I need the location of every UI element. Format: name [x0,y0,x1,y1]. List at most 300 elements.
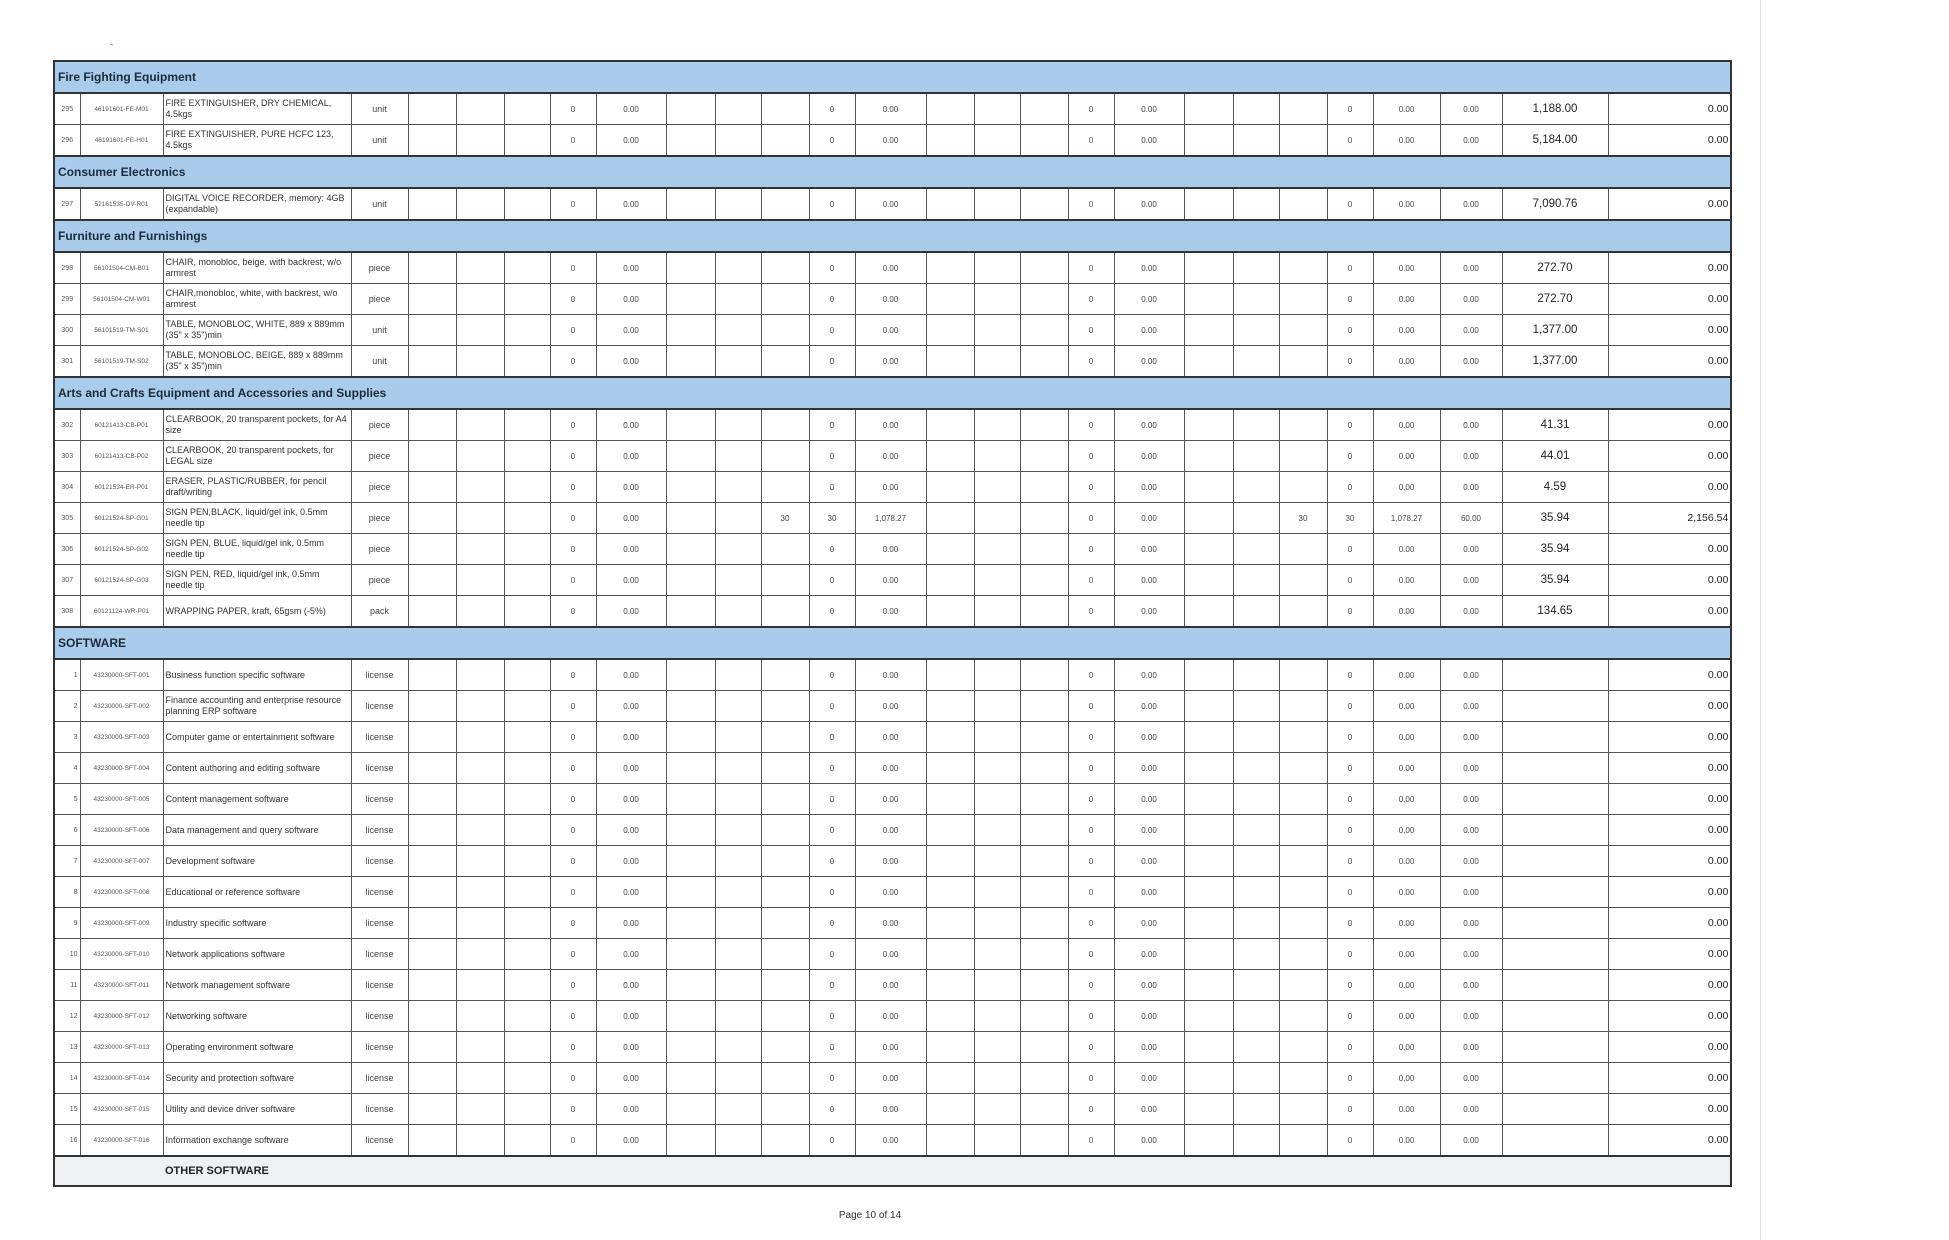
item-number: 16 [54,1125,80,1157]
q2-amount: 0.00 [855,534,926,565]
item-number: 15 [54,1094,80,1125]
item-description: Content authoring and editing software [163,753,351,784]
q4-quantity: 0 [1327,93,1373,125]
month-cell [666,1094,715,1125]
item-description: Finance accounting and enterprise resource planning ERP software [163,691,351,722]
month-cell [974,1032,1020,1063]
month-cell [926,908,974,939]
month-cell [1233,691,1279,722]
month-cell [1279,722,1327,753]
item-number: 308 [54,596,80,628]
q1-amount: 0.00 [596,1001,666,1032]
month-cell [926,565,974,596]
month-cell [761,441,809,472]
month-cell [761,877,809,908]
month-cell [926,441,974,472]
total-quantity: 0.00 [1440,784,1502,815]
month-cell [926,1001,974,1032]
q3-quantity: 0 [1068,188,1114,220]
month-cell [504,1063,550,1094]
total-quantity: 0.00 [1440,659,1502,691]
month-cell [715,565,761,596]
month-cell [456,753,504,784]
q2-amount: 0.00 [855,722,926,753]
month-cell [1233,534,1279,565]
unit-price [1502,846,1608,877]
q4-amount: 1,078.27 [1373,503,1440,534]
month-cell [974,1094,1020,1125]
month-cell [408,596,456,628]
q4-amount: 0.00 [1373,441,1440,472]
q4-amount: 0.00 [1373,1001,1440,1032]
month-cell [715,659,761,691]
month-cell [761,939,809,970]
q2-quantity: 0 [809,188,855,220]
unit-of-measure: license [351,753,408,784]
q2-quantity: 0 [809,284,855,315]
q3-amount: 0.00 [1114,970,1184,1001]
month-cell [1020,691,1068,722]
item-number: 7 [54,846,80,877]
month-cell [1233,1063,1279,1094]
month-cell [456,315,504,346]
q4-amount: 0.00 [1373,596,1440,628]
month-cell [666,784,715,815]
month-cell [926,722,974,753]
month-cell [1184,472,1233,503]
total-quantity: 0.00 [1440,284,1502,315]
unit-price [1502,691,1608,722]
month-cell [666,565,715,596]
total-quantity: 60.00 [1440,503,1502,534]
month-cell [761,908,809,939]
month-cell [761,1032,809,1063]
month-cell [1233,596,1279,628]
month-cell [1020,472,1068,503]
month-cell [1184,908,1233,939]
item-description: CHAIR,monobloc, white, with backrest, w/o armrest [163,284,351,315]
month-cell [1279,565,1327,596]
month-cell [974,534,1020,565]
q2-amount: 0.00 [855,346,926,378]
q3-quantity: 0 [1068,472,1114,503]
month-cell [715,315,761,346]
q4-amount: 0.00 [1373,1125,1440,1157]
total-quantity: 0.00 [1440,565,1502,596]
month-cell [408,1063,456,1094]
month-cell [1233,722,1279,753]
q3-quantity: 0 [1068,125,1114,157]
q3-quantity: 0 [1068,565,1114,596]
item-code: 43230000-SFT-006 [80,815,163,846]
q4-amount: 0.00 [1373,472,1440,503]
total-quantity: 0.00 [1440,315,1502,346]
unit-price [1502,659,1608,691]
item-number: 302 [54,409,80,441]
month-cell [666,284,715,315]
month-cell [1184,1125,1233,1157]
month-cell [666,846,715,877]
unit-price: 7,090.76 [1502,188,1608,220]
item-number: 1 [54,659,80,691]
month-cell [408,346,456,378]
q2-quantity: 0 [809,1032,855,1063]
page-edge-line [1760,0,1761,1240]
total-quantity: 0.00 [1440,1032,1502,1063]
q3-quantity: 0 [1068,315,1114,346]
month-cell [974,409,1020,441]
total-quantity: 0.00 [1440,722,1502,753]
month-cell [504,939,550,970]
month-cell [926,939,974,970]
unit-price [1502,1001,1608,1032]
q4-amount: 0.00 [1373,315,1440,346]
month-cell [456,252,504,284]
unit-of-measure: piece [351,472,408,503]
month-cell [408,284,456,315]
month-cell [974,846,1020,877]
item-code: 56101519-TM-S02 [80,346,163,378]
q3-quantity: 0 [1068,252,1114,284]
table-row [54,565,1731,596]
unit-of-measure: license [351,1032,408,1063]
q3-quantity: 0 [1068,722,1114,753]
month-cell [1184,939,1233,970]
unit-of-measure: piece [351,441,408,472]
month-cell [408,252,456,284]
q1-amount: 0.00 [596,472,666,503]
q3-amount: 0.00 [1114,753,1184,784]
month-cell [1233,315,1279,346]
total-amount: 0.00 [1608,346,1731,378]
month-cell [1020,722,1068,753]
total-amount: 0.00 [1608,409,1731,441]
month-cell [761,534,809,565]
month-cell [926,1125,974,1157]
q3-quantity: 0 [1068,753,1114,784]
item-number: 5 [54,784,80,815]
q4-quantity: 0 [1327,753,1373,784]
category-header-row [54,627,1731,659]
month-cell [974,1063,1020,1094]
month-cell [715,939,761,970]
table-row [54,908,1731,939]
table-row [54,970,1731,1001]
month-cell [715,784,761,815]
q1-quantity: 0 [550,252,596,284]
unit-price [1502,784,1608,815]
total-amount: 0.00 [1608,534,1731,565]
q2-amount: 0.00 [855,252,926,284]
q4-quantity: 0 [1327,784,1373,815]
q4-quantity: 0 [1327,1001,1373,1032]
q4-quantity: 0 [1327,877,1373,908]
q2-quantity: 0 [809,441,855,472]
item-description: CLEARBOOK, 20 transparent pockets, for A4 size [163,409,351,441]
month-cell [504,503,550,534]
category-header-row [54,220,1731,252]
month-cell [504,252,550,284]
month-cell [1020,1063,1068,1094]
item-description: TABLE, MONOBLOC, WHITE, 889 x 889mm (35" x 35")min [163,315,351,346]
unit-price: 1,377.00 [1502,315,1608,346]
month-cell [926,753,974,784]
q2-amount: 0.00 [855,188,926,220]
item-number: 8 [54,877,80,908]
q2-amount: 0.00 [855,409,926,441]
item-description: SIGN PEN, RED, liquid/gel ink, 0.5mm needle tip [163,565,351,596]
item-description: Industry specific software [163,908,351,939]
item-description: Network applications software [163,939,351,970]
q4-amount: 0.00 [1373,815,1440,846]
q4-quantity: 0 [1327,659,1373,691]
item-description: Computer game or entertainment software [163,722,351,753]
q4-quantity: 0 [1327,346,1373,378]
month-cell [926,346,974,378]
item-code: 43230000-SFT-014 [80,1063,163,1094]
month-cell [456,1125,504,1157]
month-cell [504,784,550,815]
month-cell [1279,346,1327,378]
q1-amount: 0.00 [596,815,666,846]
month-cell [1184,784,1233,815]
total-amount: 0.00 [1608,939,1731,970]
unit-of-measure: license [351,846,408,877]
item-code: 43230000-SFT-013 [80,1032,163,1063]
month-cell [974,188,1020,220]
month-cell [1279,784,1327,815]
month-cell [974,284,1020,315]
month-cell [1020,441,1068,472]
q1-amount: 0.00 [596,284,666,315]
month-cell [1184,970,1233,1001]
q3-quantity: 0 [1068,1001,1114,1032]
month-cell [666,1001,715,1032]
q4-amount: 0.00 [1373,534,1440,565]
month-cell [504,691,550,722]
table-row [54,939,1731,970]
month-cell [408,503,456,534]
q3-amount: 0.00 [1114,503,1184,534]
month-cell [926,534,974,565]
month-cell [1279,125,1327,157]
month-cell [456,409,504,441]
total-amount: 0.00 [1608,596,1731,628]
q2-quantity: 0 [809,409,855,441]
month-cell [715,908,761,939]
month-cell [1279,409,1327,441]
month-cell [1233,784,1279,815]
month-cell [1020,815,1068,846]
total-amount: 0.00 [1608,722,1731,753]
month-cell [666,409,715,441]
item-description: Information exchange software [163,1125,351,1157]
month-cell [1233,472,1279,503]
q2-amount: 0.00 [855,939,926,970]
q4-amount: 0.00 [1373,346,1440,378]
month-cell [1020,596,1068,628]
total-quantity: 0.00 [1440,93,1502,125]
month-cell [456,877,504,908]
month-cell [504,409,550,441]
q2-quantity: 30 [809,503,855,534]
month-cell [666,534,715,565]
unit-of-measure: license [351,722,408,753]
table-row [54,1125,1731,1157]
item-code: 43230000-SFT-004 [80,753,163,784]
unit-of-measure: license [351,784,408,815]
month-cell [974,596,1020,628]
month-cell [1184,753,1233,784]
month-cell [1233,659,1279,691]
month-cell [408,784,456,815]
table-row [54,93,1731,125]
month-cell [974,252,1020,284]
q2-amount: 0.00 [855,284,926,315]
month-cell [761,815,809,846]
month-cell [1279,1032,1327,1063]
q3-amount: 0.00 [1114,1094,1184,1125]
total-amount: 0.00 [1608,252,1731,284]
month-cell [1233,939,1279,970]
month-cell [926,252,974,284]
table-row [54,1001,1731,1032]
total-amount: 0.00 [1608,1125,1731,1157]
month-cell [761,596,809,628]
q2-quantity: 0 [809,939,855,970]
item-number: 297 [54,188,80,220]
month-cell [715,188,761,220]
month-cell [1279,315,1327,346]
month-cell [1279,596,1327,628]
q3-amount: 0.00 [1114,939,1184,970]
q4-quantity: 0 [1327,565,1373,596]
month-cell [1233,1032,1279,1063]
month-cell [1279,908,1327,939]
month-cell [666,722,715,753]
q1-amount: 0.00 [596,691,666,722]
month-cell [504,472,550,503]
category-title: SOFTWARE [54,627,1731,659]
q4-quantity: 0 [1327,722,1373,753]
item-code: 43230000-SFT-009 [80,908,163,939]
item-code: 43230000-SFT-010 [80,939,163,970]
month-cell [408,722,456,753]
month-cell [408,1125,456,1157]
month-cell [1020,877,1068,908]
q2-quantity: 0 [809,596,855,628]
month-cell [1020,1001,1068,1032]
q1-quantity: 0 [550,596,596,628]
month-cell [456,970,504,1001]
item-description: SIGN PEN, BLUE, liquid/gel ink, 0.5mm needle tip [163,534,351,565]
q3-amount: 0.00 [1114,784,1184,815]
item-code: 60121534-ER-P01 [80,472,163,503]
month-cell [666,1063,715,1094]
unit-of-measure: license [351,691,408,722]
month-cell [1020,503,1068,534]
month-cell [408,315,456,346]
q1-amount: 0.00 [596,315,666,346]
month-cell [666,908,715,939]
q1-amount: 0.00 [596,503,666,534]
month-cell [715,409,761,441]
q4-quantity: 0 [1327,939,1373,970]
table-row [54,252,1731,284]
item-description: DIGITAL VOICE RECORDER, memory: 4GB (expandable) [163,188,351,220]
q3-quantity: 0 [1068,691,1114,722]
total-amount: 0.00 [1608,877,1731,908]
total-amount: 0.00 [1608,565,1731,596]
month-cell [1020,846,1068,877]
unit-of-measure: piece [351,409,408,441]
month-cell [408,846,456,877]
month-cell [974,753,1020,784]
q2-quantity: 0 [809,1125,855,1157]
month-cell [408,815,456,846]
q1-quantity: 0 [550,659,596,691]
item-number: 299 [54,284,80,315]
month-cell [761,346,809,378]
month-cell [1184,315,1233,346]
q1-amount: 0.00 [596,1094,666,1125]
q2-quantity: 0 [809,846,855,877]
month-cell [715,1125,761,1157]
q4-quantity: 30 [1327,503,1373,534]
q2-quantity: 0 [809,93,855,125]
month-cell [456,346,504,378]
month-cell [666,753,715,784]
total-quantity: 0.00 [1440,596,1502,628]
q1-quantity: 0 [550,346,596,378]
month-cell [715,472,761,503]
month-cell [926,1094,974,1125]
total-quantity: 0.00 [1440,691,1502,722]
month-cell [1184,441,1233,472]
total-amount: 0.00 [1608,441,1731,472]
q1-quantity: 0 [550,284,596,315]
total-quantity: 0.00 [1440,441,1502,472]
item-description: Utility and device driver software [163,1094,351,1125]
category-header-row [54,156,1731,188]
q4-quantity: 0 [1327,846,1373,877]
month-cell [504,565,550,596]
q4-quantity: 0 [1327,534,1373,565]
month-cell [666,441,715,472]
q4-quantity: 0 [1327,970,1373,1001]
q1-amount: 0.00 [596,188,666,220]
q1-quantity: 0 [550,939,596,970]
q1-quantity: 0 [550,441,596,472]
q1-quantity: 0 [550,1063,596,1094]
month-cell [715,1001,761,1032]
month-cell [408,659,456,691]
month-cell [1233,970,1279,1001]
total-quantity: 0.00 [1440,877,1502,908]
item-description: TABLE, MONOBLOC, BEIGE, 889 x 889mm (35" x 35")min [163,346,351,378]
category-title: Fire Fighting Equipment [54,61,1731,93]
q3-quantity: 0 [1068,93,1114,125]
unit-price [1502,1063,1608,1094]
item-number: 306 [54,534,80,565]
month-cell [761,1094,809,1125]
month-cell [504,846,550,877]
month-cell [1184,1063,1233,1094]
q1-quantity: 0 [550,125,596,157]
month-cell [1020,970,1068,1001]
month-cell [926,970,974,1001]
q2-quantity: 0 [809,252,855,284]
